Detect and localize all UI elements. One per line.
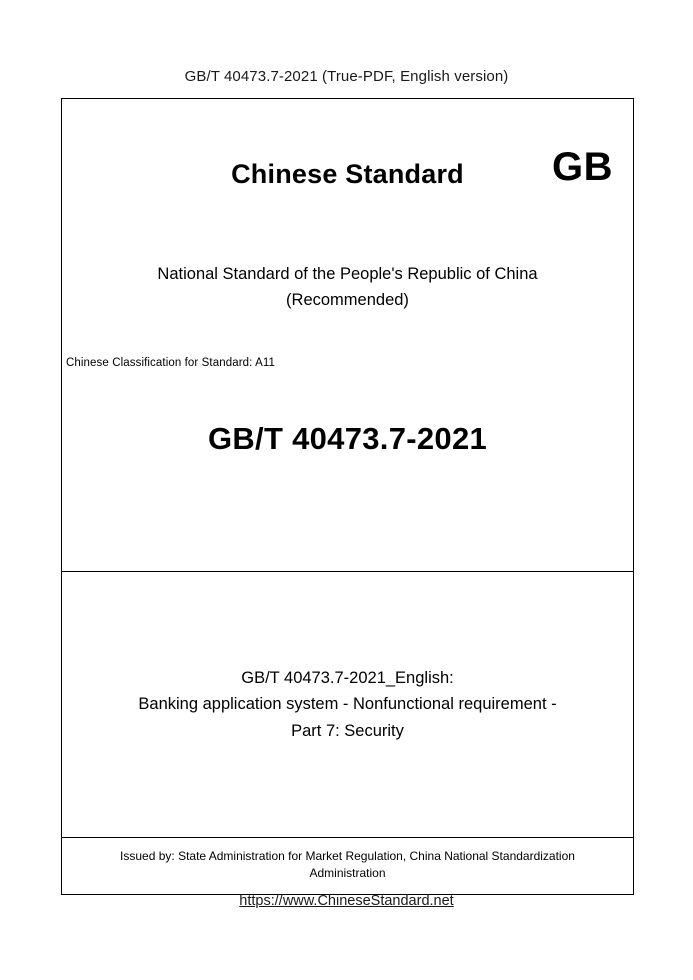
- english-title-line-3: Part 7: Security: [291, 721, 404, 740]
- english-title-line-2: Banking application system - Nonfunctional requirement -: [138, 695, 557, 714]
- footer-url[interactable]: [0, 893, 693, 909]
- english-title-line-1: GB/T 40473.7-2021_English:: [241, 668, 454, 687]
- footer-url-link[interactable]: https://www.ChineseStandard.net: [239, 893, 454, 909]
- page-header-title: GB/T 40473.7-2021 (True-PDF, English version): [184, 68, 509, 85]
- gb-logo: GB: [552, 145, 613, 189]
- national-standard-line: [62, 262, 633, 313]
- national-standard-line-2: (Recommended): [286, 290, 409, 309]
- classification-text: Chinese Classification for Standard: A11: [66, 357, 275, 370]
- national-standard-line-1: National Standard of the People's Republic of China: [157, 265, 538, 283]
- issuer-text: Issued by: State Administration for Market Regulation, China National Standardization Administration: [120, 849, 575, 881]
- cover-main-title: Chinese Standard: [231, 159, 464, 189]
- english-title-block: [98, 665, 596, 744]
- standard-number: GB/T 40473.7-2021: [207, 421, 488, 457]
- cover-title-section: [62, 572, 633, 837]
- issuer-section: [62, 838, 633, 894]
- cover-frame: [61, 98, 634, 895]
- cover-top-section: [62, 99, 633, 571]
